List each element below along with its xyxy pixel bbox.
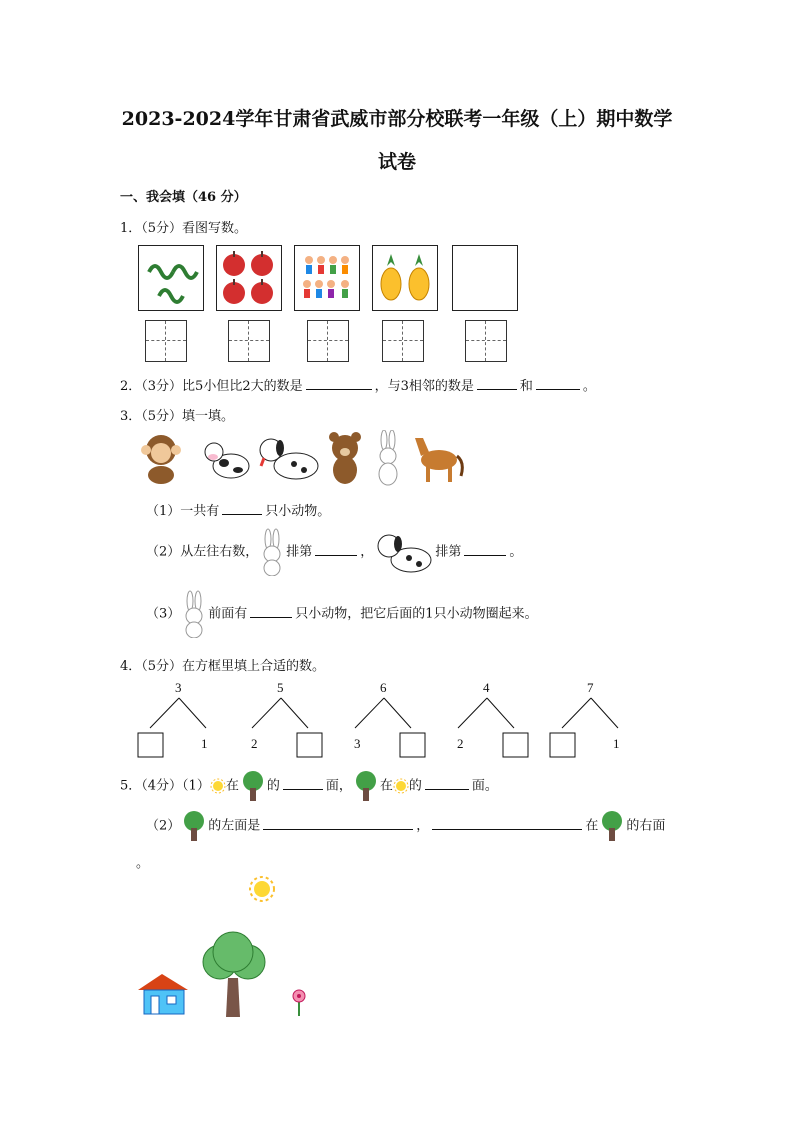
picture-pineapples bbox=[372, 245, 438, 311]
answer-box[interactable] bbox=[138, 733, 163, 757]
q3-sub1-text-a: （1）一共有 bbox=[146, 504, 220, 519]
children-icon bbox=[295, 246, 359, 310]
question-5-part-1 bbox=[120, 770, 498, 802]
cow-icon bbox=[205, 443, 249, 478]
q5-text-b4: 在 bbox=[585, 818, 599, 834]
split-tree-5 bbox=[550, 680, 620, 757]
monkey-icon bbox=[141, 435, 181, 484]
dog-icon bbox=[260, 439, 318, 479]
q5-text-b5: 的右面 bbox=[626, 818, 666, 834]
sun-icon bbox=[250, 877, 274, 901]
q5-trailing-period: 。 bbox=[136, 856, 150, 871]
q2-text-b: ，与3相邻的数是 bbox=[374, 379, 474, 394]
rabbit-icon bbox=[180, 590, 208, 638]
tree-right: 1 bbox=[613, 736, 620, 751]
question-3: 3．（5分）填一填。 bbox=[120, 409, 235, 424]
split-tree-3 bbox=[354, 680, 425, 757]
answer-blank[interactable] bbox=[283, 777, 323, 790]
pineapple-icon bbox=[373, 246, 437, 310]
answer-blank[interactable] bbox=[477, 377, 517, 390]
tree-top: 6 bbox=[380, 680, 387, 695]
q3-sub2-text-d: 排第 bbox=[435, 544, 462, 560]
answer-blank[interactable] bbox=[464, 543, 506, 556]
exam-title-line2: 试卷 bbox=[377, 151, 416, 173]
q3-sub2-text-e: 。 bbox=[509, 544, 523, 560]
q5-text-a2: 在 bbox=[225, 778, 239, 794]
question-3-part-3 bbox=[146, 590, 538, 638]
tree-left: 2 bbox=[251, 736, 258, 751]
tree-icon bbox=[203, 932, 265, 1017]
tree-right: 1 bbox=[201, 736, 208, 751]
split-tree-4 bbox=[457, 680, 528, 757]
tree-icon bbox=[598, 810, 626, 842]
animal-row bbox=[136, 430, 466, 486]
q5-text-a3: 的 bbox=[266, 778, 280, 794]
q3-sub3-text-b: 前面有 bbox=[208, 606, 248, 622]
q5-text-a7: 面。 bbox=[471, 778, 498, 794]
answer-blank[interactable] bbox=[222, 502, 262, 515]
q3-sub2-text-a: （2）从左往右数， bbox=[146, 544, 259, 560]
picture-snakes bbox=[138, 245, 204, 311]
split-tree-2 bbox=[251, 680, 322, 757]
tree-icon bbox=[352, 770, 380, 802]
picture-empty bbox=[452, 245, 518, 311]
answer-grid[interactable] bbox=[307, 320, 349, 362]
question-3-part-1 bbox=[146, 500, 330, 519]
q5-text-b3: ， bbox=[416, 818, 430, 834]
horse-icon bbox=[415, 438, 462, 482]
scene-picture bbox=[136, 872, 312, 1020]
dog-icon bbox=[373, 528, 435, 576]
sun-icon bbox=[393, 778, 409, 794]
picture-apples bbox=[216, 245, 282, 311]
answer-grid[interactable] bbox=[145, 320, 187, 362]
answer-box[interactable] bbox=[550, 733, 575, 757]
tree-top: 3 bbox=[175, 680, 182, 695]
answer-box[interactable] bbox=[297, 733, 322, 757]
section-heading: 一、我会填（46 分） bbox=[120, 190, 247, 205]
snake-icon bbox=[139, 246, 203, 310]
answer-blank[interactable] bbox=[425, 777, 469, 790]
tree-icon bbox=[180, 810, 208, 842]
answer-box[interactable] bbox=[400, 733, 425, 757]
tree-top: 7 bbox=[587, 680, 594, 695]
answer-blank[interactable] bbox=[306, 377, 372, 390]
question-2 bbox=[120, 375, 596, 394]
answer-box[interactable] bbox=[503, 733, 528, 757]
number-split-trees bbox=[130, 676, 630, 760]
answer-blank[interactable] bbox=[432, 817, 582, 830]
apple-icon bbox=[217, 246, 281, 310]
q5-text-a5: 在 bbox=[379, 778, 393, 794]
bear-icon bbox=[329, 432, 361, 484]
q3-sub1-text-b: 只小动物。 bbox=[265, 504, 331, 519]
rabbit-icon bbox=[258, 528, 286, 576]
question-4: 4．（5分）在方框里填上合适的数。 bbox=[120, 659, 326, 674]
answer-blank[interactable] bbox=[263, 817, 413, 830]
question-1: 1．（5分）看图写数。 bbox=[120, 221, 248, 236]
answer-blank[interactable] bbox=[250, 605, 292, 618]
tree-left: 3 bbox=[354, 736, 361, 751]
q3-sub2-text-c: ， bbox=[360, 544, 374, 560]
q3-sub2-text-b: 排第 bbox=[286, 544, 313, 560]
flower-icon bbox=[293, 990, 305, 1016]
q2-text-d: 。 bbox=[582, 379, 596, 394]
answer-grid[interactable] bbox=[465, 320, 507, 362]
q3-sub3-text-a: （3） bbox=[146, 606, 181, 622]
q5-text-a4: 面， bbox=[325, 778, 352, 794]
answer-blank[interactable] bbox=[315, 543, 357, 556]
split-tree-1 bbox=[138, 680, 208, 757]
picture-children bbox=[294, 245, 360, 311]
q5-text-b2: 的左面是 bbox=[208, 818, 261, 834]
house-icon bbox=[138, 974, 188, 1014]
tree-left: 2 bbox=[457, 736, 464, 751]
answer-blank[interactable] bbox=[536, 377, 580, 390]
rabbit-icon bbox=[379, 430, 397, 485]
tree-top: 4 bbox=[483, 680, 490, 695]
q5-text-a1: 5．（4分）（1） bbox=[120, 778, 210, 794]
answer-grid[interactable] bbox=[228, 320, 270, 362]
question-3-part-2 bbox=[146, 528, 522, 576]
sun-icon bbox=[210, 778, 226, 794]
tree-top: 5 bbox=[277, 680, 284, 695]
tree-icon bbox=[239, 770, 267, 802]
q5-text-a6: 的 bbox=[408, 778, 422, 794]
exam-title-line1: 2023-2024学年甘肃省武威市部分校联考一年级（上）期中数学 bbox=[121, 108, 673, 130]
question-5-part-2 bbox=[146, 810, 665, 842]
q2-text-a: 2．（3分）比5小但比2大的数是 bbox=[120, 379, 303, 394]
q5-text-b1: （2） bbox=[146, 818, 181, 834]
answer-grid[interactable] bbox=[382, 320, 424, 362]
q2-text-c: 和 bbox=[519, 379, 533, 394]
q3-sub3-text-c: 只小动物，把它后面的1只小动物圈起来。 bbox=[295, 606, 538, 622]
